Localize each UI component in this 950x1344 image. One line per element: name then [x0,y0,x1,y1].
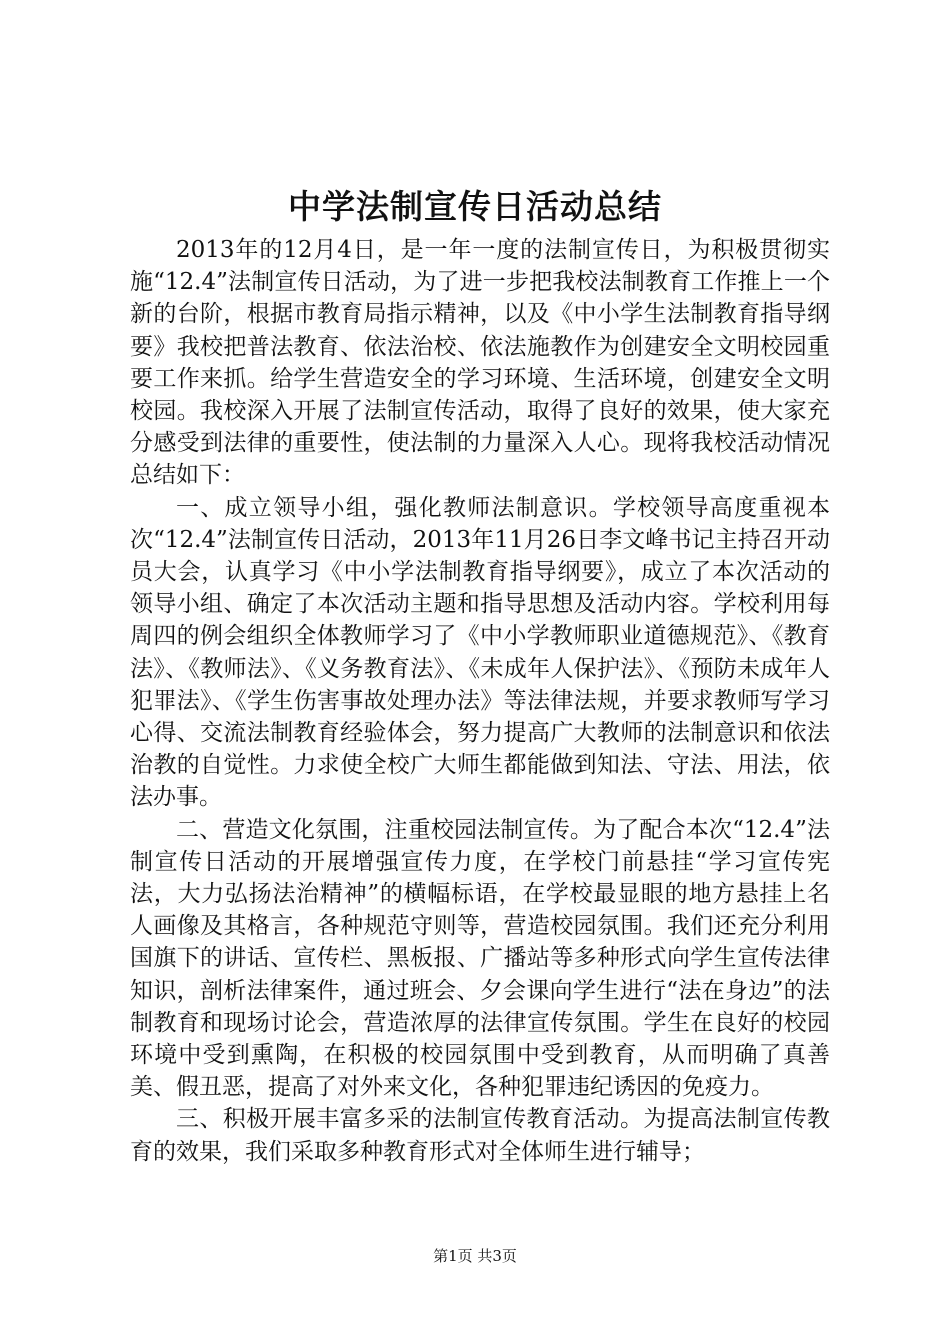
document-title: 中学法制宣传日活动总结 [288,187,662,226]
page-number-footer: 第1页 共3页 [433,1247,517,1265]
paragraph-section-2: 二、营造文化氛围，注重校园法制宣传。为了配合本次“12.4”法制宣传日活动的开展增强宣传力度，在学校门前悬挂“学习宣传宪法，大力弘扬法治精神”的横幅标语，在学校最显眼的地方悬挂上名人画像及其格言，各种规范守则等，营造校园氛围。我们还充分利用国旗下的讲话、宣传栏、黑板报、广播站等多种形式向学生宣传法律知识，剖析法律案件，通过班会、夕会课向学生进行“法在身边”的法制教育和现场讨论会，营造浓厚的法律宣传氛围。学生在良好的校园环境中受到熏陶，在积极的校园氛围中受到教育，从而明确了真善美、假丑恶，提高了对外来文化，各种犯罪违纪诱因的免疫力。 [130,816,830,1101]
document-body [130,234,830,1168]
paragraph-section-1: 一、成立领导小组，强化教师法制意识。学校领导高度重视本次“12.4”法制宣传日活动，2013年11月26日李文峰书记主持召开动员大会，认真学习《中小学法制教育指导纲要》，成立了本次活动的领导小组、确定了本次活动主题和指导思想及活动内容。学校利用每周四的例会组织全体教师学习了《中小学教师职业道德规范》、《教育法》、《教师法》、《义务教育法》、《未成年人保护法》、《预防未成年人犯罪法》、《学生伤害事故处理办法》等法律法规，并要求教师写学习心得、交流法制教育经验体会，努力提高广大教师的法制意识和依法治教的自觉性。力求使全校广大师生都能做到知法、守法、用法，依法办事。 [130,494,830,811]
paragraph-section-3: 三、积极开展丰富多采的法制宣传教育活动。为提高法制宣传教育的效果，我们采取多种教育形式对全体师生进行辅导； [130,1106,830,1165]
paragraph-intro: 2013年的12月4日，是一年一度的法制宣传日，为积极贯彻实施“12.4”法制宣传日活动，为了进一步把我校法制教育工作推上一个新的台阶，根据市教育局指示精神，以及《中小学生法制教育指导纲要》我校把普法教育、依法治校、依法施教作为创建安全文明校园重要工作来抓。给学生营造安全的学习环境、生活环境，创建安全文明校园。我校深入开展了法制宣传活动，取得了良好的效果，使大家充分感受到法律的重要性，使法制的力量深入人心。现将我校活动情况总结如下： [130,237,830,489]
